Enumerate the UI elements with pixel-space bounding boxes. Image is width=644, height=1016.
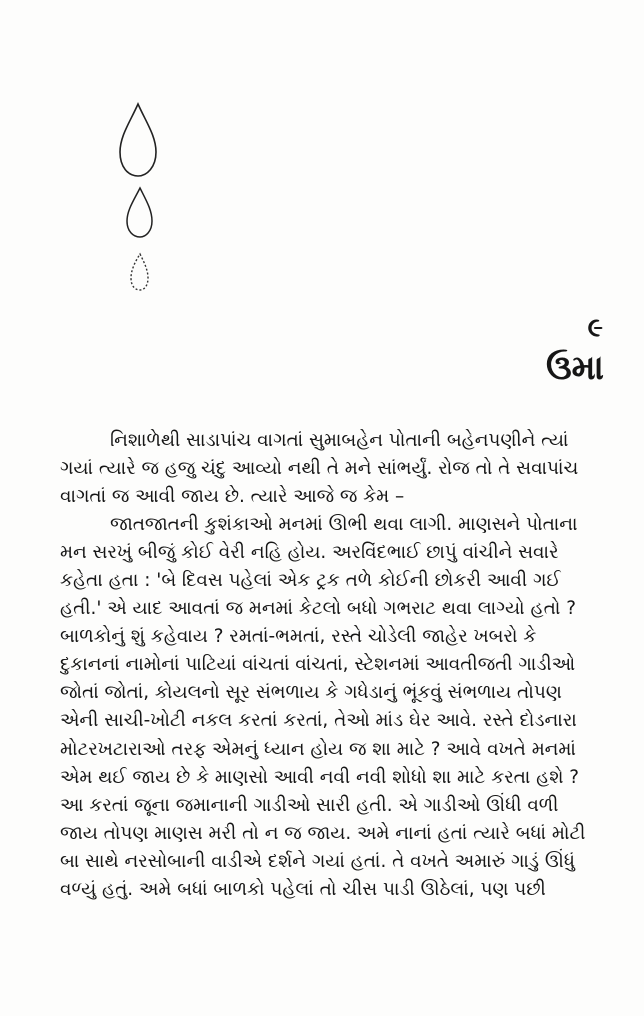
text-line: જોતાં જોતાં, કોયલનો સૂર સંભળાય કે ગધેડાનું ભૂંકવું સંભળાય તોપણ xyxy=(60,682,562,704)
water-drops-icon xyxy=(110,100,170,300)
text-line: એની સાચી-ખોટી નકલ કરતાં કરતાં, તેઓ માંડ ઘેર આવે. રસ્તે દોડનારા xyxy=(60,710,577,732)
text-line: મોટરખટારાઓ તરફ એમનું ધ્યાન હોય જ શા માટે ? આવે વખતે મનમાં xyxy=(60,738,576,760)
text-line: વળ્યું હતું. અમે બધાં બાળકો પહેલાં તો ચીસ પાડી ઊઠેલાં, પણ પછી xyxy=(60,878,546,900)
text-line: બા સાથે નરસોબાની વાડીએ દર્શને ગયાં હતાં. તે વખતે અમારું ગાડું ઊંધું xyxy=(60,850,575,872)
text-line: જાતજાતની કુશંકાઓ મનમાં ઊભી થવા લાગી. માણસને પોતાના xyxy=(110,514,578,536)
text-line: નિશાળેથી સાડાપાંચ વાગતાં સુમાબહેન પોતાની બહેનપણીને ત્યાં xyxy=(110,430,569,451)
text-line: દુકાનનાં નામોનાં પાટિયાં વાંચતાં વાંચતાં, સ્ટેશનમાં આવતીજતી ગાડીઓ xyxy=(60,654,576,676)
text-line: જાય તોપણ માણસ મરી તો ન જ જાય. અમે નાનાં હતાં ત્યારે બધાં મોટી xyxy=(60,822,586,844)
text-line: હતી.' એ યાદ આવતાં જ મનમાં કેટલો બધો ગભરાટ થવા લાગ્યો હતો ? xyxy=(60,598,576,620)
paragraph-2 xyxy=(60,511,600,904)
text-line: વાગતાં જ આવી જાય છે. ત્યારે આજે જ કેમ – xyxy=(60,486,405,508)
paragraph-1 xyxy=(60,427,600,511)
text-line: ગયાં ત્યારે જ હજુ ચંદુ આવ્યો નથી તે મને સાંભર્યું. રોજ તો તે સવાપાંચ xyxy=(60,458,579,480)
chapter-title: ઉમા xyxy=(545,348,604,388)
text-line: કહેતા હતા : 'બે દિવસ પહેલાં એક ટ્રક તળે કોઈની છોકરી આવી ગઈ xyxy=(60,570,561,592)
chapter-body xyxy=(60,427,600,904)
text-line: આ કરતાં જૂના જમાનાની ગાડીઓ સારી હતી. એ ગાડીઓ ઊંધી વળી xyxy=(60,794,559,816)
text-line: બાળકોનું શું કહેવાય ? રમતાં-ભમતાં, રસ્તે ચોડેલી જાહેર ખબરો કે xyxy=(60,626,537,648)
chapter-number: ૯ xyxy=(587,313,604,343)
text-line: મન સરખું બીજું કોઈ વેરી નહિ હોય. અરવિંદભાઈ છાપું વાંચીને સવારે xyxy=(60,542,559,564)
text-line: એમ થઈ જાય છે કે માણસો આવી નવી નવી શોધો શા માટે કરતા હશે ? xyxy=(60,766,579,788)
